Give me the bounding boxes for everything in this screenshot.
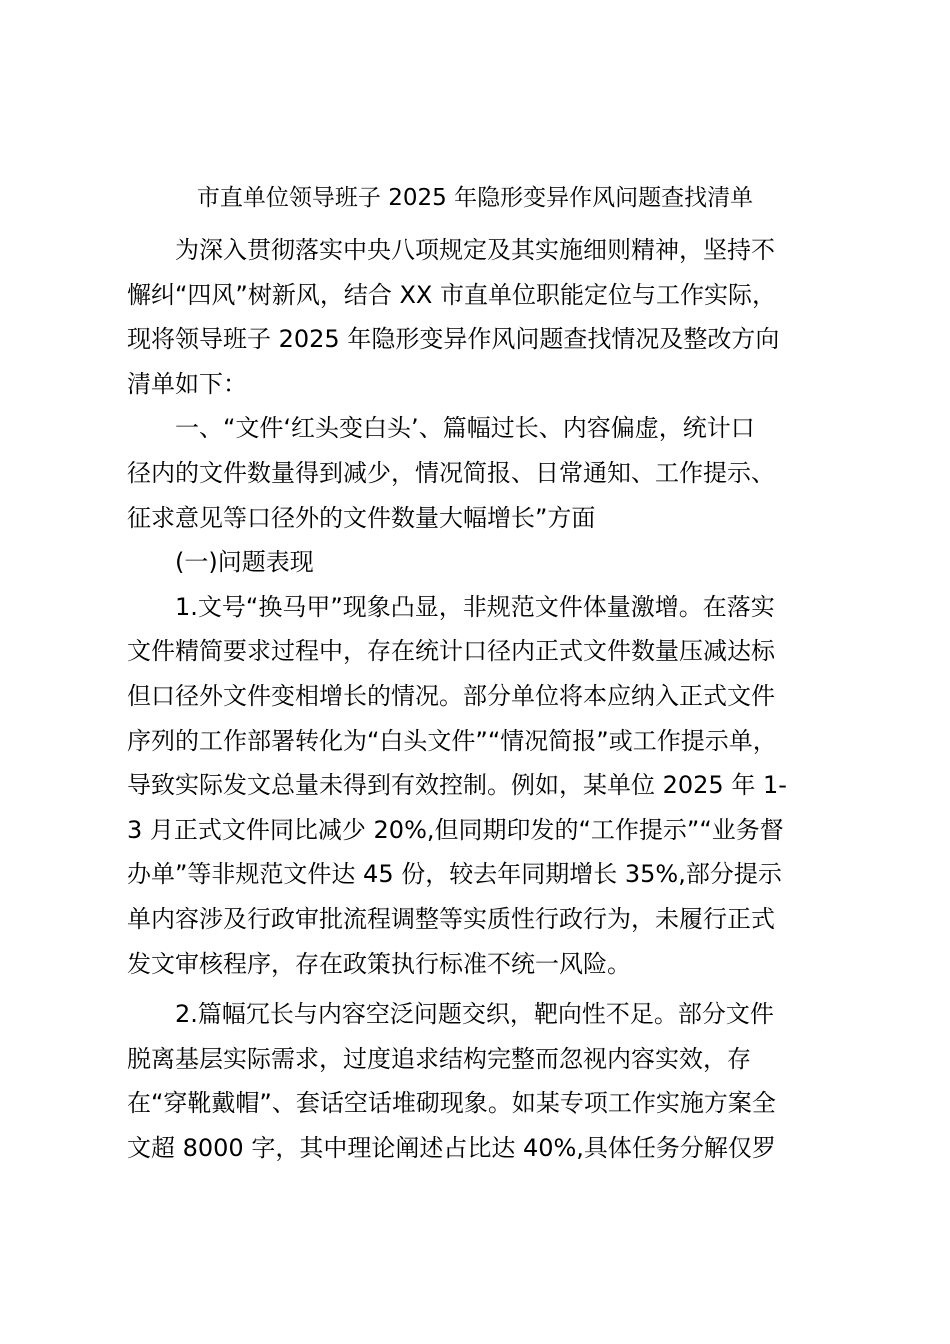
text-line: 1.文号“换马甲”现象凸显，非规范文件体量激增。在落实 [175, 592, 775, 621]
text-line: 2.篇幅冗长与内容空泛问题交织，靶向性不足。部分文件 [175, 1000, 774, 1029]
intro-paragraph [127, 228, 827, 406]
document-body [127, 228, 827, 1170]
text-line: 懈纠“四风”树新风，结合 XX 市直单位职能定位与工作实际， [127, 280, 777, 309]
text-line: 办单”等非规范文件达 45 份，较去年同期增长 35%,部分提示 [127, 860, 782, 889]
text-line: 单内容涉及行政审批流程调整等实质性行政行为，未履行正式 [127, 904, 775, 933]
text-line: 文件精简要求过程中，存在统计口径内正式文件数量压减达标 [127, 637, 775, 666]
text-line: 径内的文件数量得到减少，情况简报、日常通知、工作提示、 [127, 458, 775, 487]
text-line: 发文审核程序，存在政策执行标准不统一风险。 [127, 949, 631, 978]
text-line: 导致实际发文总量未得到有效控制。例如，某单位 2025 年 1- [127, 771, 787, 800]
text-line: 文超 8000 字，其中理论阐述占比达 40%,具体任务分解仅罗 [127, 1133, 776, 1162]
document-title: 市直单位领导班子 2025 年隐形变异作风问题查找清单 [196, 185, 754, 211]
text-line: 序列的工作部署转化为“白头文件”“情况简报”或工作提示单， [127, 726, 777, 755]
item-paragraph-2 [127, 992, 827, 1170]
section-heading-1 [127, 406, 827, 540]
text-line: 在“穿靴戴帽”、套话空话堆砌现象。如某专项工作实施方案全 [127, 1089, 776, 1118]
subsection-heading-1 [127, 540, 827, 585]
text-line: 但口径外文件变相增长的情况。部分单位将本应纳入正式文件 [127, 681, 775, 710]
text-line: 3 月正式文件同比减少 20%,但同期印发的“工作提示”“业务督 [127, 815, 784, 844]
text-line: 清单如下： [127, 369, 247, 398]
text-line: 脱离基层实际需求，过度追求结构完整而忽视内容实效，存 [127, 1044, 751, 1073]
text-line: 为深入贯彻落实中央八项规定及其实施细则精神，坚持不 [175, 236, 775, 264]
text-line: 现将领导班子 2025 年隐形变异作风问题查找情况及整改方向 [127, 325, 780, 354]
text-line: 征求意见等口径外的文件数量大幅增长”方面 [127, 503, 596, 532]
item-paragraph-1 [127, 585, 827, 986]
text-line: (一)问题表现 [175, 548, 314, 577]
text-line: 一、“文件‘红头变白头’、篇幅过长、内容偏虚，统计口 [175, 414, 755, 443]
